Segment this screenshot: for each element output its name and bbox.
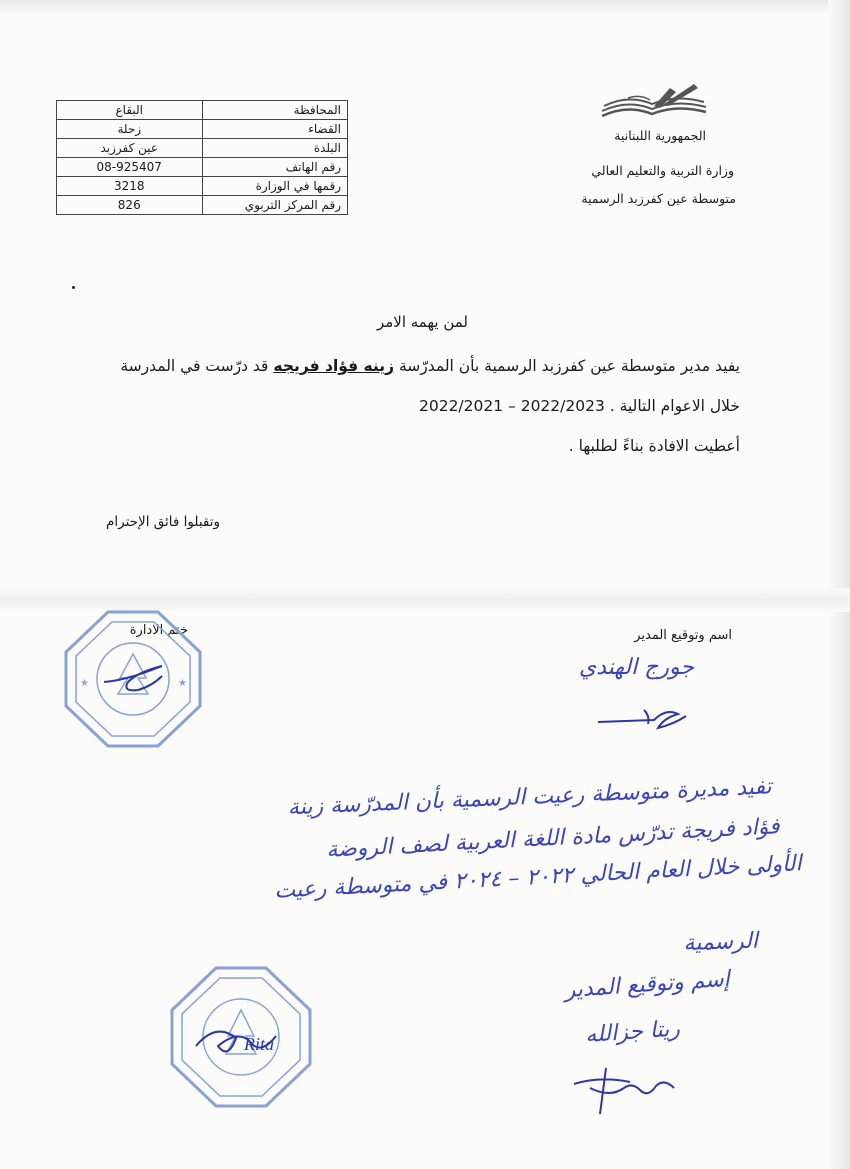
table-row (57, 139, 348, 158)
school-stamp-icon (58, 606, 208, 752)
school-info-table (56, 100, 348, 215)
table-row (57, 196, 348, 215)
table-row (57, 120, 348, 139)
handwritten-signature-icon (570, 1058, 680, 1118)
second-school-stamp-icon (166, 962, 316, 1112)
letter-line-3: أعطيت الافادة بناءً لطلبها . (568, 437, 740, 455)
handwritten-line-1: تفيد مديرة متوسطة رعيت الرسمية بأن المدرّسة زينة (287, 774, 773, 821)
info-value: البقاع (57, 101, 203, 120)
table-row (57, 177, 348, 196)
student-name: زينه فؤاد فريجه (273, 357, 395, 375)
table-row (57, 101, 348, 120)
scan-edge-top (0, 0, 850, 14)
header-school: متوسطة عين كفرزبد الرسمية (581, 191, 736, 206)
stamp-signature-text: Rita (244, 1034, 274, 1054)
info-label: المحافظة (202, 101, 348, 120)
letter-line-1 (100, 357, 740, 375)
stray-dot (72, 286, 75, 289)
svg-text:★: ★ (80, 678, 89, 689)
info-value: 08-925407 (57, 158, 203, 177)
info-label: رقم الهاتف (202, 158, 348, 177)
info-value: 3218 (57, 177, 203, 196)
table-row (57, 158, 348, 177)
stamp-label: ختم الادارة (129, 623, 188, 638)
info-label: رقمها في الوزارة (202, 177, 348, 196)
letter-regards: وتقبلوا فائق الإحترام (106, 514, 220, 530)
letter-line-2 (100, 397, 740, 415)
handwritten-line-2: فؤاد فريجة تدرّس مادة اللغة العربية لصف الروضة (325, 814, 781, 863)
scan-edge-right (828, 0, 850, 1169)
header-republic: الجمهورية اللبنانية (614, 128, 706, 143)
handwritten-director-name: ريتا جزالله (584, 1016, 681, 1048)
info-value: عين كفرزبد (57, 139, 203, 158)
director-label: اسم وتوقيع المدير (634, 628, 732, 643)
letter-heading: لمن يهمه الامر (376, 313, 468, 331)
line1-end: قد درّست في المدرسة (120, 357, 269, 375)
info-label: القضاء (202, 120, 348, 139)
director-name-handwritten: جورج الهندي (578, 655, 694, 680)
info-value: 826 (57, 196, 203, 215)
director-signature-icon (594, 700, 694, 736)
handwritten-line-4: الرسمية (683, 928, 759, 957)
info-label: البلدة (202, 139, 348, 158)
info-value: زحلة (57, 120, 203, 139)
open-book-logo-icon (598, 80, 710, 122)
handwritten-director-label: إسم وتوقيع المدير (563, 966, 731, 1004)
line2-start: خلال الاعوام التالية (619, 397, 740, 415)
info-label: رقم المركز التربوي (202, 196, 348, 215)
school-years: 2022/2021 – 2022/2023 . (418, 397, 615, 415)
line1-start: يفيد مدير متوسطة عين كفرزبد الرسمية بأن المدرّسة (398, 357, 740, 375)
header-ministry: وزارة التربية والتعليم العالي (591, 163, 734, 178)
handwritten-line-3: الأولى خلال العام الحالي ٢٠٢٢ – ٢٠٢٤ في متوسطة رعيت (273, 851, 803, 904)
svg-text:★: ★ (178, 678, 187, 689)
